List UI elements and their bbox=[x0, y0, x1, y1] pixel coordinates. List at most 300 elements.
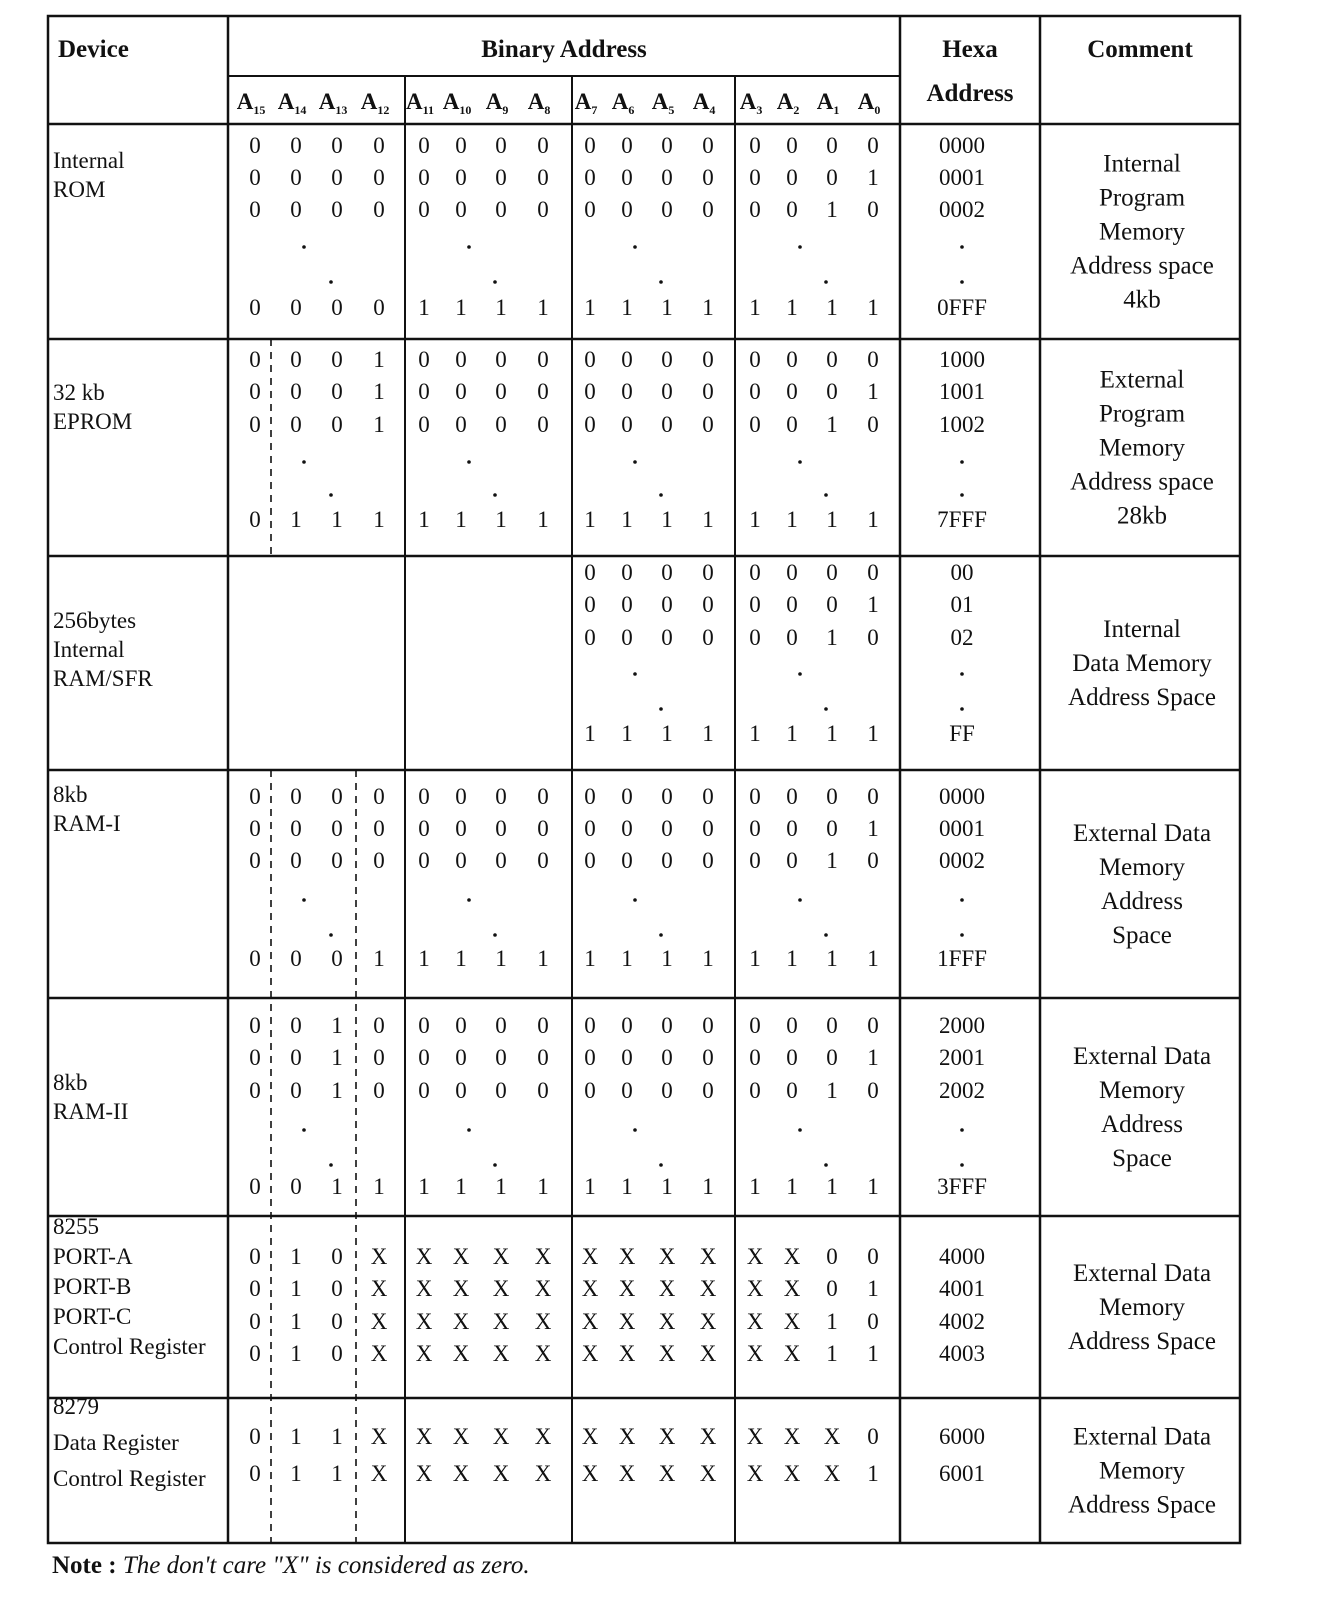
ellipsis-dot bbox=[659, 1163, 663, 1167]
bit-value: 0 bbox=[826, 1276, 838, 1301]
comment-text: External Data bbox=[1072, 820, 1212, 847]
bit-value: 1 bbox=[537, 1174, 549, 1199]
bit-value: 0 bbox=[749, 165, 761, 190]
device-label: Control Register bbox=[53, 1466, 206, 1491]
ellipsis-dot bbox=[798, 672, 802, 676]
bit-value: X bbox=[618, 1424, 636, 1449]
bit-value: 0 bbox=[786, 592, 798, 617]
comment-text: External Data bbox=[1072, 1260, 1212, 1287]
bit-value: 0 bbox=[331, 1276, 343, 1301]
bit-value: 0 bbox=[661, 347, 673, 372]
bit-value: 1 bbox=[749, 295, 761, 320]
bit-value: 1 bbox=[290, 1244, 302, 1269]
bit-value: 0 bbox=[749, 816, 761, 841]
bit-value: 0 bbox=[249, 1013, 261, 1038]
bit-value: 0 bbox=[584, 816, 596, 841]
bit-value: 0 bbox=[418, 165, 430, 190]
ellipsis-dot bbox=[467, 1128, 471, 1132]
bit-value: 0 bbox=[702, 197, 714, 222]
bit-value: 1 bbox=[826, 295, 838, 320]
header-bit-a8: $A_8$ bbox=[527, 89, 551, 117]
hex-address: 4002 bbox=[939, 1309, 985, 1334]
bit-value: 0 bbox=[373, 848, 385, 873]
bit-value: 0 bbox=[749, 1078, 761, 1103]
bit-value: 0 bbox=[584, 625, 596, 650]
bit-value: 0 bbox=[786, 165, 798, 190]
hex-address: 1000 bbox=[939, 347, 985, 372]
hex-address: 00 bbox=[950, 560, 974, 585]
bit-value: X bbox=[452, 1276, 470, 1301]
bit-value: 0 bbox=[661, 379, 673, 404]
bit-value: 1 bbox=[661, 946, 673, 971]
bit-value: 0 bbox=[331, 784, 343, 809]
ellipsis-dot bbox=[798, 1128, 802, 1132]
bit-value: 0 bbox=[786, 133, 798, 158]
bit-value: 0 bbox=[702, 784, 714, 809]
device-label: 8kb bbox=[53, 1070, 88, 1095]
bit-value: 0 bbox=[290, 412, 302, 437]
ellipsis-dot bbox=[467, 245, 471, 249]
ellipsis-dot bbox=[960, 460, 964, 464]
bit-value: 0 bbox=[331, 412, 343, 437]
device-label: ROM bbox=[53, 177, 106, 202]
bit-value: X bbox=[452, 1461, 470, 1486]
note-label: Note : bbox=[52, 1552, 117, 1579]
ellipsis-dot bbox=[659, 493, 663, 497]
bit-value: 0 bbox=[621, 592, 633, 617]
bit-value: 0 bbox=[249, 816, 261, 841]
bit-value: 0 bbox=[331, 295, 343, 320]
bit-value: 0 bbox=[661, 784, 673, 809]
bit-value: 0 bbox=[495, 133, 507, 158]
bit-value: 1 bbox=[621, 507, 633, 532]
device-label: Internal bbox=[53, 637, 125, 662]
bit-value: 0 bbox=[702, 848, 714, 873]
bit-value: X bbox=[823, 1461, 841, 1486]
bit-value: 1 bbox=[495, 295, 507, 320]
bit-value: 0 bbox=[621, 560, 633, 585]
ellipsis-dot bbox=[329, 1163, 333, 1167]
comment-text: Address space bbox=[1070, 252, 1214, 280]
bit-value: 0 bbox=[455, 1078, 467, 1103]
bit-value: X bbox=[370, 1461, 388, 1486]
bit-value: 0 bbox=[249, 197, 261, 222]
bit-value: 0 bbox=[786, 625, 798, 650]
bit-value: 0 bbox=[290, 1078, 302, 1103]
bit-value: X bbox=[746, 1461, 764, 1486]
bit-value: 0 bbox=[290, 946, 302, 971]
bit-value: 0 bbox=[786, 784, 798, 809]
bit-value: 0 bbox=[249, 1078, 261, 1103]
bit-value: 1 bbox=[373, 946, 385, 971]
bit-value: 1 bbox=[661, 507, 673, 532]
bit-value: 1 bbox=[867, 1045, 879, 1070]
bit-value: 0 bbox=[495, 412, 507, 437]
bit-value: 0 bbox=[418, 197, 430, 222]
bit-value: 0 bbox=[537, 1013, 549, 1038]
bit-value: 0 bbox=[249, 1244, 261, 1269]
bit-value: 1 bbox=[373, 412, 385, 437]
bit-value: 0 bbox=[826, 1045, 838, 1070]
device-label: Control Register bbox=[53, 1334, 206, 1359]
bit-value: 0 bbox=[495, 165, 507, 190]
ellipsis-dot bbox=[302, 1128, 306, 1132]
table-note bbox=[52, 1552, 530, 1580]
bit-value: 0 bbox=[249, 1341, 261, 1366]
bit-value: X bbox=[581, 1309, 599, 1334]
bit-value: 0 bbox=[786, 1045, 798, 1070]
bit-value: 0 bbox=[867, 1424, 879, 1449]
bit-value: 1 bbox=[826, 412, 838, 437]
bit-value: 0 bbox=[867, 625, 879, 650]
bit-value: 0 bbox=[621, 165, 633, 190]
bit-value: 0 bbox=[584, 347, 596, 372]
bit-value: 0 bbox=[249, 1045, 261, 1070]
ellipsis-dot bbox=[633, 245, 637, 249]
bit-value: 0 bbox=[249, 412, 261, 437]
bit-value: 0 bbox=[584, 848, 596, 873]
bit-value: 1 bbox=[290, 1341, 302, 1366]
bit-value: 0 bbox=[495, 379, 507, 404]
bit-value: 0 bbox=[867, 412, 879, 437]
bit-value: X bbox=[618, 1244, 636, 1269]
bit-value: 0 bbox=[418, 848, 430, 873]
bit-value: X bbox=[415, 1341, 433, 1366]
bit-value: X bbox=[534, 1341, 552, 1366]
bit-value: 0 bbox=[661, 1045, 673, 1070]
header-bit-a5: $A_5$ bbox=[651, 89, 675, 117]
bit-value: 0 bbox=[749, 347, 761, 372]
bit-value: X bbox=[581, 1244, 599, 1269]
ellipsis-dot bbox=[824, 280, 828, 284]
bit-value: X bbox=[492, 1341, 510, 1366]
bit-value: 0 bbox=[867, 784, 879, 809]
bit-value: 1 bbox=[702, 1174, 714, 1199]
bit-value: 1 bbox=[867, 1174, 879, 1199]
bit-value: 0 bbox=[249, 379, 261, 404]
bit-value: 1 bbox=[621, 946, 633, 971]
bit-value: 0 bbox=[867, 848, 879, 873]
comment-text: Address bbox=[1101, 1111, 1183, 1138]
bit-value: 0 bbox=[455, 347, 467, 372]
bit-value: 0 bbox=[290, 165, 302, 190]
hex-address: 0001 bbox=[939, 165, 985, 190]
bit-value: 0 bbox=[331, 197, 343, 222]
bit-value: X bbox=[534, 1244, 552, 1269]
bit-value: 1 bbox=[702, 295, 714, 320]
bit-value: 1 bbox=[373, 379, 385, 404]
bit-value: X bbox=[699, 1461, 717, 1486]
bit-value: X bbox=[618, 1276, 636, 1301]
header-bit-a2: $A_2$ bbox=[776, 89, 800, 117]
bit-value: 0 bbox=[249, 295, 261, 320]
bit-value: 1 bbox=[290, 1424, 302, 1449]
bit-value: 0 bbox=[584, 1078, 596, 1103]
bit-value: 0 bbox=[702, 165, 714, 190]
header-bit-a4: $A_4$ bbox=[692, 89, 716, 117]
bit-value: 1 bbox=[867, 816, 879, 841]
bit-value: X bbox=[699, 1309, 717, 1334]
bit-value: 1 bbox=[418, 946, 430, 971]
bit-value: 0 bbox=[290, 1045, 302, 1070]
ellipsis-dot bbox=[467, 460, 471, 464]
bit-value: X bbox=[658, 1276, 676, 1301]
bit-value: 0 bbox=[537, 379, 549, 404]
bit-value: X bbox=[783, 1276, 801, 1301]
bit-value: X bbox=[534, 1276, 552, 1301]
ellipsis-dot bbox=[824, 933, 828, 937]
bit-value: 0 bbox=[621, 347, 633, 372]
bit-value: 0 bbox=[702, 625, 714, 650]
bit-value: 0 bbox=[418, 379, 430, 404]
hex-address: 0002 bbox=[939, 848, 985, 873]
bit-value: 0 bbox=[661, 816, 673, 841]
ellipsis-dot bbox=[798, 460, 802, 464]
bit-value: X bbox=[452, 1341, 470, 1366]
bit-value: 0 bbox=[702, 347, 714, 372]
bit-value: 0 bbox=[537, 412, 549, 437]
bit-value: 0 bbox=[249, 1461, 261, 1486]
bit-value: 1 bbox=[867, 507, 879, 532]
bit-value: 0 bbox=[786, 197, 798, 222]
bit-value: X bbox=[370, 1276, 388, 1301]
header-bit-a0: $A_0$ bbox=[857, 89, 881, 117]
bit-value: 1 bbox=[702, 721, 714, 746]
header-bit-a12: $A_{12}$ bbox=[360, 89, 390, 117]
device-label: PORT-B bbox=[53, 1274, 132, 1299]
bit-value: X bbox=[746, 1309, 764, 1334]
ellipsis-dot bbox=[659, 707, 663, 711]
bit-value: 0 bbox=[786, 1013, 798, 1038]
bit-value: 0 bbox=[249, 946, 261, 971]
header-bit-a13: $A_{13}$ bbox=[318, 89, 348, 117]
header-bit-a11: $A_{11}$ bbox=[406, 89, 434, 117]
bit-value: 0 bbox=[749, 1013, 761, 1038]
hex-address: 1FFF bbox=[937, 946, 987, 971]
note-text: The don't care "X" is considered as zero. bbox=[122, 1552, 530, 1579]
bit-value: 0 bbox=[584, 1045, 596, 1070]
bit-value: 0 bbox=[418, 784, 430, 809]
bit-value: 0 bbox=[418, 1045, 430, 1070]
bit-value: 0 bbox=[867, 133, 879, 158]
bit-value: 1 bbox=[867, 295, 879, 320]
comment-text: Address Space bbox=[1068, 1328, 1216, 1355]
bit-value: 1 bbox=[290, 507, 302, 532]
hex-address: 2000 bbox=[939, 1013, 985, 1038]
bit-value: 0 bbox=[702, 560, 714, 585]
bit-value: 0 bbox=[584, 1013, 596, 1038]
bit-value: X bbox=[370, 1341, 388, 1366]
bit-value: 0 bbox=[826, 560, 838, 585]
bit-value: X bbox=[492, 1309, 510, 1334]
bit-value: 0 bbox=[455, 1013, 467, 1038]
ellipsis-dot bbox=[329, 933, 333, 937]
device-label: 8255 bbox=[53, 1214, 99, 1239]
bit-value: X bbox=[415, 1424, 433, 1449]
bit-value: 1 bbox=[749, 946, 761, 971]
comment-text: Address bbox=[1101, 888, 1183, 915]
bit-value: X bbox=[699, 1276, 717, 1301]
bit-value: 0 bbox=[867, 1078, 879, 1103]
bit-value: 0 bbox=[702, 1078, 714, 1103]
hex-address: 0002 bbox=[939, 197, 985, 222]
bit-value: 0 bbox=[331, 133, 343, 158]
comment-text: External Data bbox=[1072, 1043, 1212, 1070]
bit-value: 0 bbox=[749, 412, 761, 437]
hex-address: 4003 bbox=[939, 1341, 985, 1366]
ellipsis-dot bbox=[960, 1163, 964, 1167]
bit-value: 0 bbox=[584, 197, 596, 222]
ellipsis-dot bbox=[798, 245, 802, 249]
bit-value: X bbox=[699, 1341, 717, 1366]
bit-value: 0 bbox=[418, 412, 430, 437]
comment-text: Address Space bbox=[1068, 1491, 1216, 1519]
ellipsis-dot bbox=[302, 245, 306, 249]
bit-value: 0 bbox=[495, 197, 507, 222]
header-hexa: Hexa bbox=[942, 36, 998, 63]
bit-value: 0 bbox=[826, 165, 838, 190]
bit-value: 0 bbox=[584, 133, 596, 158]
bit-value: 1 bbox=[826, 1078, 838, 1103]
bit-value: X bbox=[699, 1424, 717, 1449]
bit-value: 0 bbox=[249, 1276, 261, 1301]
bit-value: 1 bbox=[786, 946, 798, 971]
bit-value: 0 bbox=[537, 133, 549, 158]
bit-value: 1 bbox=[331, 1424, 343, 1449]
bit-value: 0 bbox=[290, 133, 302, 158]
bit-value: 0 bbox=[702, 133, 714, 158]
ellipsis-dot bbox=[302, 460, 306, 464]
bit-value: 0 bbox=[373, 1078, 385, 1103]
bit-value: 0 bbox=[249, 1174, 261, 1199]
comment-text: Address Space bbox=[1068, 684, 1216, 711]
bit-value: 1 bbox=[290, 1461, 302, 1486]
device-label: Data Register bbox=[53, 1430, 179, 1455]
bit-value: 0 bbox=[290, 347, 302, 372]
bit-value: 1 bbox=[290, 1309, 302, 1334]
bit-value: 1 bbox=[661, 295, 673, 320]
bit-value: 0 bbox=[249, 133, 261, 158]
bit-value: 0 bbox=[418, 1078, 430, 1103]
bit-value: X bbox=[534, 1461, 552, 1486]
bit-value: X bbox=[746, 1341, 764, 1366]
hex-address: 0001 bbox=[939, 816, 985, 841]
header-address: Address bbox=[926, 80, 1014, 107]
hex-address: 01 bbox=[950, 592, 974, 617]
bit-value: 0 bbox=[373, 1013, 385, 1038]
ellipsis-dot bbox=[493, 933, 497, 937]
bit-value: X bbox=[534, 1309, 552, 1334]
bit-value: 0 bbox=[621, 784, 633, 809]
bit-value: X bbox=[618, 1309, 636, 1334]
bit-value: 0 bbox=[331, 848, 343, 873]
bit-value: X bbox=[452, 1424, 470, 1449]
header-device: Device bbox=[58, 36, 129, 63]
bit-value: 0 bbox=[584, 165, 596, 190]
comment-text: Data Memory bbox=[1072, 650, 1212, 677]
ellipsis-dot bbox=[329, 280, 333, 284]
comment-text: Memory bbox=[1098, 1294, 1186, 1321]
bit-value: 0 bbox=[290, 379, 302, 404]
hex-address: 6000 bbox=[939, 1424, 985, 1449]
bit-value: 0 bbox=[749, 1045, 761, 1070]
bit-value: 0 bbox=[826, 816, 838, 841]
bit-value: X bbox=[415, 1276, 433, 1301]
device-label: EPROM bbox=[53, 409, 133, 434]
bit-value: 0 bbox=[702, 592, 714, 617]
bit-value: 0 bbox=[373, 165, 385, 190]
comment-text: External bbox=[1099, 366, 1185, 394]
bit-value: 0 bbox=[749, 625, 761, 650]
bit-value: X bbox=[783, 1244, 801, 1269]
device-label: PORT-A bbox=[53, 1244, 133, 1269]
bit-value: 0 bbox=[661, 133, 673, 158]
bit-value: 1 bbox=[373, 1174, 385, 1199]
bit-value: X bbox=[492, 1424, 510, 1449]
bit-value: 1 bbox=[621, 721, 633, 746]
hex-address: 0FFF bbox=[937, 295, 987, 320]
bit-value: 1 bbox=[584, 946, 596, 971]
bit-value: 1 bbox=[537, 295, 549, 320]
bit-value: X bbox=[658, 1461, 676, 1486]
bit-value: X bbox=[492, 1244, 510, 1269]
bit-value: 0 bbox=[495, 347, 507, 372]
header-bit-a6: $A_6$ bbox=[611, 89, 635, 117]
bit-value: X bbox=[452, 1244, 470, 1269]
bit-value: 0 bbox=[584, 412, 596, 437]
bit-value: 0 bbox=[661, 592, 673, 617]
bit-value: 0 bbox=[249, 784, 261, 809]
bit-value: 1 bbox=[826, 848, 838, 873]
bit-value: 0 bbox=[867, 1244, 879, 1269]
device-label: RAM/SFR bbox=[53, 666, 153, 691]
bit-value: 0 bbox=[331, 1341, 343, 1366]
bit-value: 0 bbox=[249, 507, 261, 532]
comment-text: Program bbox=[1098, 184, 1186, 212]
bit-value: 1 bbox=[749, 1174, 761, 1199]
ellipsis-dot bbox=[302, 898, 306, 902]
bit-value: 0 bbox=[867, 197, 879, 222]
bit-value: 1 bbox=[537, 946, 549, 971]
bit-value: X bbox=[658, 1341, 676, 1366]
header-bit-a3: $A_3$ bbox=[739, 89, 763, 117]
bit-value: 1 bbox=[331, 1078, 343, 1103]
bit-value: 1 bbox=[786, 1174, 798, 1199]
bit-value: 1 bbox=[661, 721, 673, 746]
bit-value: 1 bbox=[867, 1461, 879, 1486]
bit-value: 0 bbox=[455, 412, 467, 437]
device-label: RAM-I bbox=[53, 811, 121, 836]
bit-value: 1 bbox=[702, 946, 714, 971]
hex-address: 1002 bbox=[939, 412, 985, 437]
bit-value: 1 bbox=[290, 1276, 302, 1301]
bit-value: 0 bbox=[786, 379, 798, 404]
ellipsis-dot bbox=[493, 493, 497, 497]
ellipsis-dot bbox=[960, 898, 964, 902]
device-label: Internal bbox=[53, 148, 125, 173]
bit-value: 0 bbox=[290, 1174, 302, 1199]
bit-value: 0 bbox=[455, 848, 467, 873]
bit-value: 0 bbox=[826, 1244, 838, 1269]
hex-address: 4001 bbox=[939, 1276, 985, 1301]
bit-value: 0 bbox=[621, 816, 633, 841]
bit-value: 0 bbox=[661, 1078, 673, 1103]
bit-value: 0 bbox=[331, 165, 343, 190]
bit-value: X bbox=[699, 1244, 717, 1269]
bit-value: 0 bbox=[867, 560, 879, 585]
bit-value: 0 bbox=[661, 1013, 673, 1038]
bit-value: 1 bbox=[661, 1174, 673, 1199]
